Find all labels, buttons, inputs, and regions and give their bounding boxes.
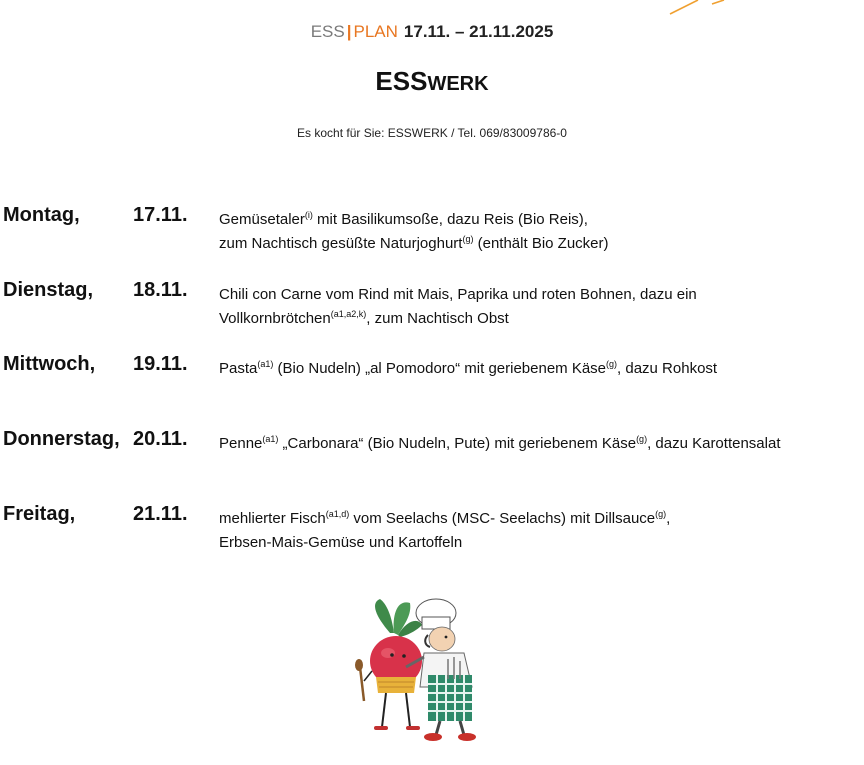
meal-text: (Bio Nudeln) „al Pomodoro“ mit geriebenem Käse — [273, 360, 607, 377]
meal-text: Penne — [219, 435, 263, 452]
meal-text: , zum Nachtisch Obst — [366, 310, 509, 327]
meal-text: „Carbonara“ (Bio Nudeln, Pute) mit geriebenem Käse — [278, 435, 637, 452]
meal-description — [219, 507, 863, 555]
day-date: 21.11. — [133, 503, 188, 525]
brand-separator: | — [346, 22, 352, 41]
meal-text: Gemüsetaler — [219, 211, 305, 228]
title-part2: WERK — [427, 73, 489, 95]
brand-plan: PLAN — [353, 22, 398, 41]
decorative-lines — [668, 0, 748, 20]
allergen-code: (g) — [655, 509, 667, 519]
allergen-code: (a1) — [257, 359, 274, 369]
meal-text: (enthält Bio Zucker) — [473, 235, 609, 252]
meal-text: , dazu Rohkost — [617, 360, 718, 377]
meal-text: Vollkornbrötchen — [219, 310, 331, 327]
meal-text: , — [666, 510, 671, 527]
day-name: Mittwoch, — [3, 353, 96, 375]
allergen-code: (g) — [462, 234, 474, 244]
allergen-code: (a1,d) — [325, 509, 350, 519]
meal-text: mehlierter Fisch — [219, 510, 326, 527]
meal-description — [219, 357, 863, 381]
day-date: 18.11. — [133, 279, 188, 301]
allergen-code: (i) — [304, 210, 313, 220]
meal-text: , dazu Karottensalat — [647, 435, 781, 452]
date-range: 17.11. – 21.11.2025 — [403, 22, 554, 41]
chef-illustration — [318, 595, 544, 747]
brand-ess: ESS — [310, 22, 345, 41]
day-date: 19.11. — [133, 353, 188, 375]
plan-header — [0, 22, 864, 42]
meal-text: zum Nachtisch gesüßte Naturjoghurt — [219, 235, 463, 252]
day-date: 17.11. — [133, 204, 188, 226]
allergen-code: (a1,a2,k) — [330, 309, 367, 319]
allergen-code: (a1) — [262, 434, 279, 444]
meal-description — [219, 208, 863, 256]
meal-description — [219, 283, 863, 331]
allergen-code: (g) — [606, 359, 618, 369]
meal-description — [219, 432, 863, 456]
day-name: Donnerstag, — [3, 428, 120, 450]
contact-line: Es kocht für Sie: ESSWERK / Tel. 069/83009786-0 — [297, 126, 567, 140]
title-part1: ESS — [375, 66, 428, 96]
meal-text: Chili con Carne vom Rind mit Mais, Paprika und roten Bohnen, dazu ein — [219, 286, 697, 303]
meal-text: Pasta — [219, 360, 258, 377]
day-name: Montag, — [3, 204, 80, 226]
meal-text: mit Basilikumsoße, dazu Reis (Bio Reis), — [312, 211, 588, 228]
allergen-code: (g) — [636, 434, 648, 444]
day-name: Dienstag, — [3, 279, 94, 301]
page-title — [0, 66, 864, 97]
meal-text: vom Seelachs (MSC- Seelachs) mit Dillsauce — [349, 510, 656, 527]
day-name: Freitag, — [3, 503, 76, 525]
day-date: 20.11. — [133, 428, 188, 450]
meal-text: Erbsen-Mais-Gemüse und Kartoffeln — [219, 534, 463, 551]
